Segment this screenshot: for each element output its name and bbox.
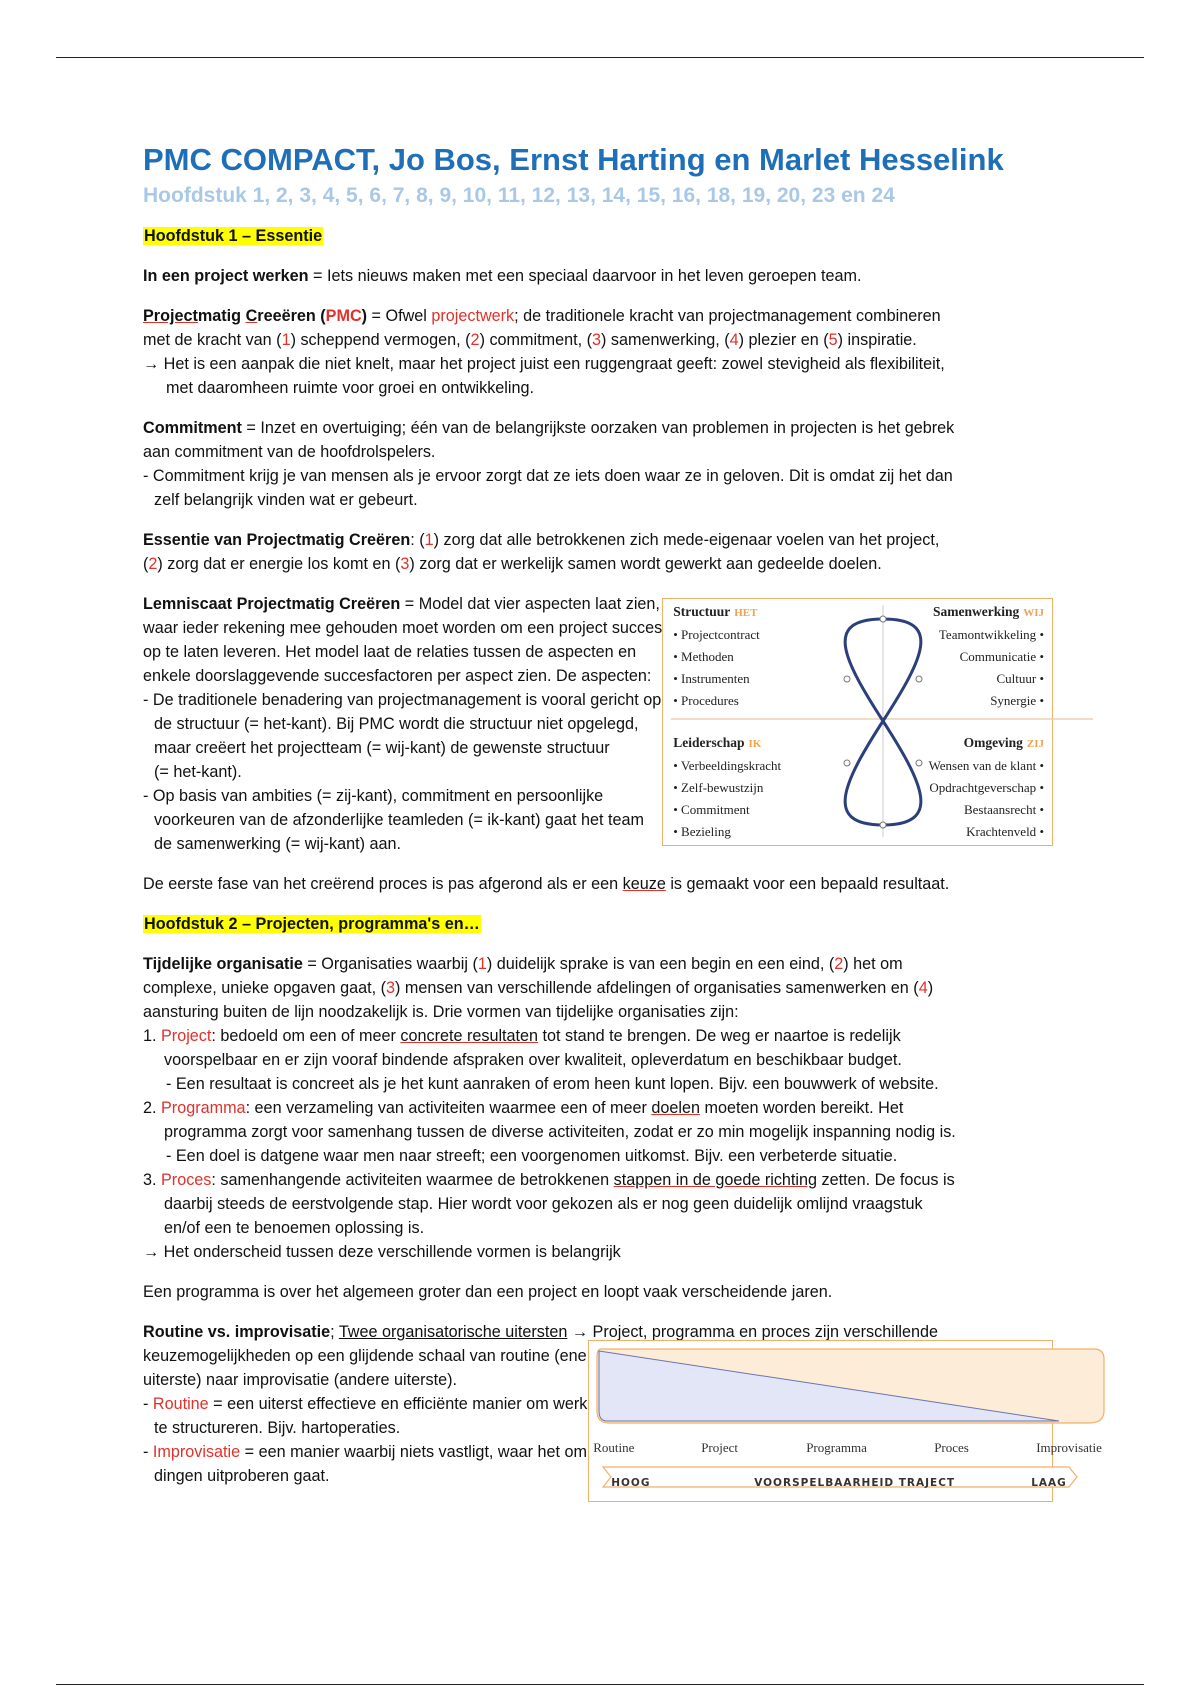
definition-project-werken: In een project werken = Iets nieuws maken met een speciaal daarvoor in het leven geroepen team. xyxy=(143,267,862,285)
list-item: 2. Programma: een verzameling van activiteiten waarmee een of meer doelen moeten worden bereikt. Het xyxy=(143,1099,904,1117)
chapter-2-heading: Hoofdstuk 2 – Projecten, programma's en… xyxy=(144,915,480,933)
lemniscaat-figure xyxy=(662,598,1053,846)
quadrant-structuur: Structuur HET • Projectcontract • Methoden • Instrumenten • Procedures xyxy=(673,604,760,708)
document-title: PMC COMPACT, Jo Bos, Ernst Harting en Marlet Hesselink xyxy=(143,142,1004,177)
routine-section: Routine vs. improvisatie; Twee organisatorische uitersten → Project, programma en proces zijn verschillende keuzemogelijkheden op een glijdende schaal van routine (ene uiterste) naar improvisatie (andere uiterste). - Routine = een uiterst effectieve en efficiënte manier om werk te structureren. Bijv. hartoperaties. - Improvisatie = een manier waarbij niets vastligt, waar het om dingen uitproberen gaat. Routine Project Programma Proces Improvisatie HOOG VOORSPELBAARHEID TRAJECT LAAG xyxy=(143,1320,1053,1502)
document-page xyxy=(143,140,1102,1502)
list-item: 3. Proces: samenhangende activiteiten waarmee de betrokkenen stappen in de goede richting zetten. De focus is xyxy=(143,1171,955,1189)
list-item: 1. Project: bedoeld om een of meer concrete resultaten tot stand te brengen. De weg er naartoe is redelijk xyxy=(143,1027,901,1045)
quadrant-samenwerking: Samenwerking WIJ Teamontwikkeling • Communicatie • Cultuur • Synergie • xyxy=(932,604,1044,708)
document-subtitle: Hoofdstuk 1, 2, 3, 4, 5, 6, 7, 8, 9, 10, 11, 12, 13, 14, 15, 16, 18, 19, 20, 23 en 24 xyxy=(143,184,895,207)
organisation-forms-list: 1. Project: bedoeld om een of meer concrete resultaten tot stand te brengen. De weg er naartoe is redelijk voorspelbaar en er zijn vooraf bindende afspraken over kwaliteit, opleverdatum en beschikbaar budget. - Een resultaat is concreet als je het kunt aanraken of erom heen kunt lopen. Bijv. een bouwwerk of website. 2. Programma: een verzameling van activiteiten waarmee een of meer doelen moeten worden bereikt. Het programma zorgt voor samenhang tussen de diverse activiteiten, zodat er zo min mogelijk inspanning nodig is. - Een doel is datgene waar men naar streeft; een voorgenomen uitkomst. Bijv. een verbeterde situatie. 3. Proces: samenhangende activiteiten waarmee de betrokkenen stappen in de goede richting zetten. De focus is daarbij steeds de eerstvolgende stap. Hier wordt voor gekozen als er nog geen duidelijk omlijnd vraagstuk en/of een te benoemen oplossing is. → Het onderscheid tussen deze verschillende vormen is belangrijk xyxy=(143,1024,1053,1264)
quadrant-omgeving: Omgeving ZIJ Wensen van de klant • Opdrachtgeverschap • Bestaansrecht • Krachtenveld • xyxy=(928,735,1044,839)
programma-paragraph: Een programma is over het algemeen groter dan een project en loopt vaak verscheidende jaren. xyxy=(143,1283,833,1301)
bottom-rule xyxy=(56,1684,1144,1685)
chapter-1-heading: Hoofdstuk 1 – Essentie xyxy=(144,227,323,245)
routine-text: keuzemogelijkheden op een glijdende schaal van routine (ene uiterste) naar improvisatie (andere uiterste). - Routine = een uiterst effectieve en efficiënte manier om werk te structureren. Bijv. hartoperaties. - Improvisatie = een manier waarbij niets vastligt, waar het om dingen uitproberen gaat. xyxy=(143,1347,588,1485)
definition-pmc: Projectmatig Creeëren (PMC) = Ofwel projectwerk; de traditionele kracht van projectmanagement combineren met de kracht van (1) scheppend vermogen, (2) commitment, (3) samenwerking, (4) plezier en (5) inspiratie. → Het is een aanpak die niet knelt, maar het project juist een ruggengraat geeft: zowel stevigheid als flexibiliteit, met daaromheen ruimte voor groei en ontwikkeling. xyxy=(143,307,945,397)
lemniscaat-text: Lemniscaat Projectmatig Creëren = Model dat vier aspecten laat zien, waar ieder rekening mee gehouden moet worden om een project succes op te laten leveren. Het model laat de relaties tussen de aspecten en enkele doorslaggevende succesfactoren per aspect zien. De aspecten: - De traditionele benadering van projectmanagement is vooral gericht op de structuur (= het-kant). Bij PMC wordt die structuur niet opgelegd, maar creëert het projectteam (= wij-kant) de gewenste structuur (= het-kant). - Op basis van ambities (= zij-kant), commitment en persoonlijke voorkeuren van de afzonderlijke teamleden (= ik-kant) gaat het team de samenwerking (= wij-kant) aan. xyxy=(143,595,663,853)
keuze-paragraph: De eerste fase van het creërend proces is pas afgerond als er een keuze is gemaakt voor een bepaald resultaat. xyxy=(143,875,950,893)
top-rule xyxy=(56,57,1144,58)
routine-improvisatie-figure: Routine Project Programma Proces Improvisatie HOOG VOORSPELBAARHEID TRAJECT LAAG xyxy=(588,1340,1053,1502)
definition-commitment: Commitment = Inzet en overtuiging; één van de belangrijkste oorzaken van problemen in projecten is het gebrek aan commitment van de hoofdrolspelers. - Commitment krijg je van mensen als je ervoor zorgt dat ze iets doen waar ze in geloven. Dit is omdat zij het dan zelf belangrijk vinden wat er gebeurt. xyxy=(143,419,955,509)
quadrant-leiderschap: Leiderschap IK • Verbeeldingskracht • Zelf-bewustzijn • Commitment • Bezieling xyxy=(673,735,782,839)
lemniscaat-section xyxy=(143,592,1053,856)
definition-essentie: Essentie van Projectmatig Creëren: (1) zorg dat alle betrokkenen zich mede-eigenaar voelen van het project, (2) zorg dat er energie los komt en (3) zorg dat er werkelijk samen wordt gewerkt aan gedeelde doelen. xyxy=(143,531,940,573)
definition-tijdelijke-organisatie: Tijdelijke organisatie = Organisaties waarbij (1) duidelijk sprake is van een begin en een eind, (2) het om complexe, unieke opgaven gaat, (3) mensen van verschillende afdelingen of organisaties samenwerken en (4) aansturing buiten de lijn noodzakelijk is. Drie vormen van tijdelijke organisaties zijn: xyxy=(143,955,934,1021)
